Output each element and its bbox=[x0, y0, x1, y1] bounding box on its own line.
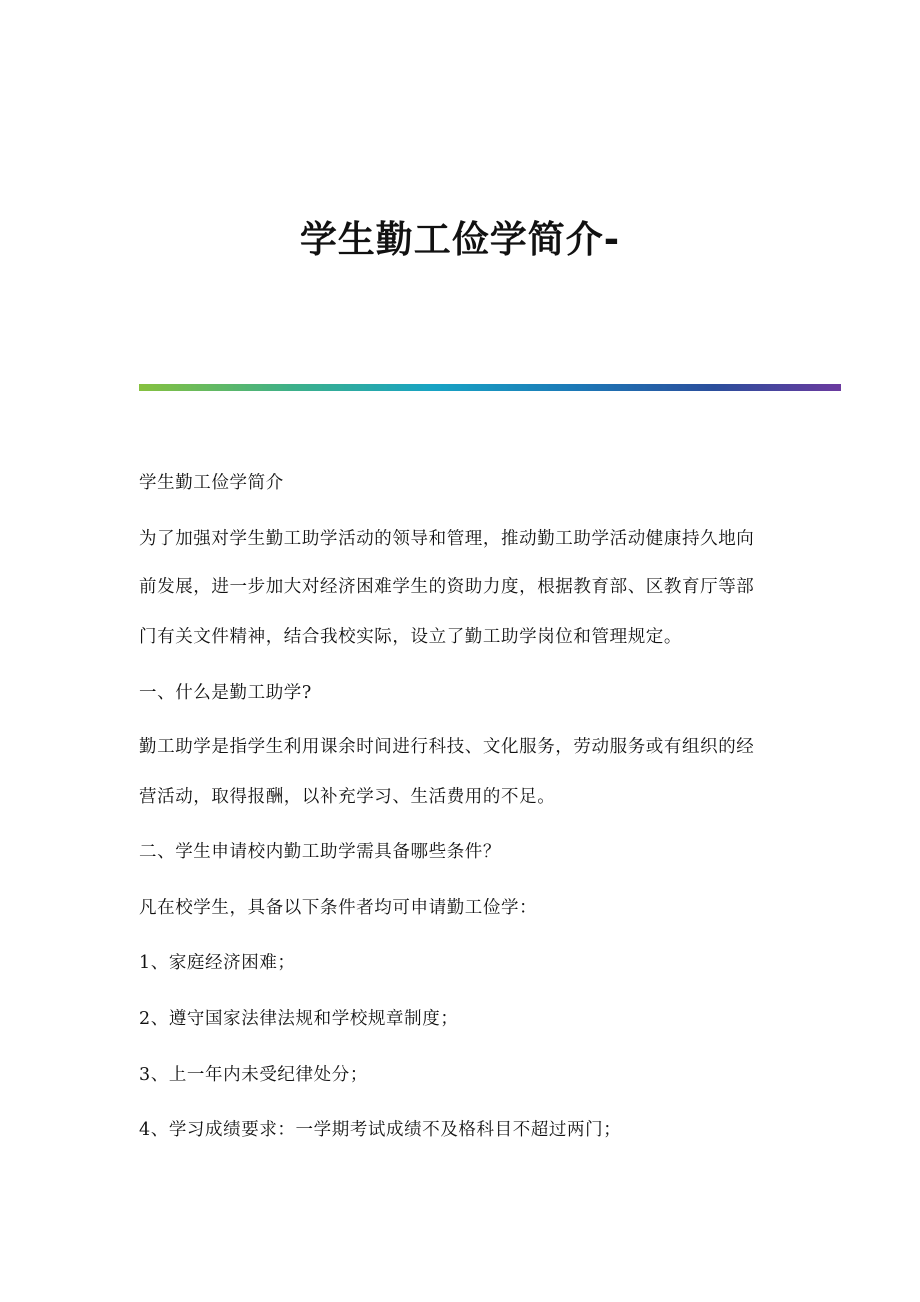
section-2-heading: 二、学生申请校内勤工助学需具备哪些条件？ bbox=[139, 842, 501, 862]
condition-item-1: 1、家庭经济困难； bbox=[139, 953, 296, 973]
intro-paragraph-line-3: 门有关文件精神，结合我校实际，设立了勤工助学岗位和管理规定。 bbox=[139, 627, 682, 647]
section-1-heading: 一、什么是勤工助学? bbox=[139, 683, 312, 703]
document-subtitle: 学生勤工俭学简介 bbox=[139, 473, 284, 493]
condition-item-3: 3、上一年内未受纪律处分； bbox=[139, 1065, 368, 1085]
condition-item-4: 4、学习成绩要求：一学期考试成绩不及格科目不超过两门； bbox=[139, 1120, 622, 1140]
intro-paragraph-line-2: 前发展，进一步加大对经济困难学生的资助力度，根据教育部、区教育厅等部 bbox=[139, 577, 755, 597]
title-divider bbox=[139, 384, 841, 391]
section-1-line-1: 勤工助学是指学生利用课余时间进行科技、文化服务，劳动服务或有组织的经 bbox=[139, 737, 755, 757]
page-title: 学生勤工俭学简介- bbox=[299, 218, 621, 261]
intro-paragraph-line-1: 为了加强对学生勤工助学活动的领导和管理，推动勤工助学活动健康持久地向 bbox=[139, 529, 755, 549]
section-2-intro: 凡在校学生，具备以下条件者均可申请勤工俭学： bbox=[139, 898, 538, 918]
section-1-line-2: 营活动，取得报酬，以补充学习、生活费用的不足。 bbox=[139, 787, 556, 807]
condition-item-2: 2、遵守国家法律法规和学校规章制度； bbox=[139, 1009, 459, 1029]
